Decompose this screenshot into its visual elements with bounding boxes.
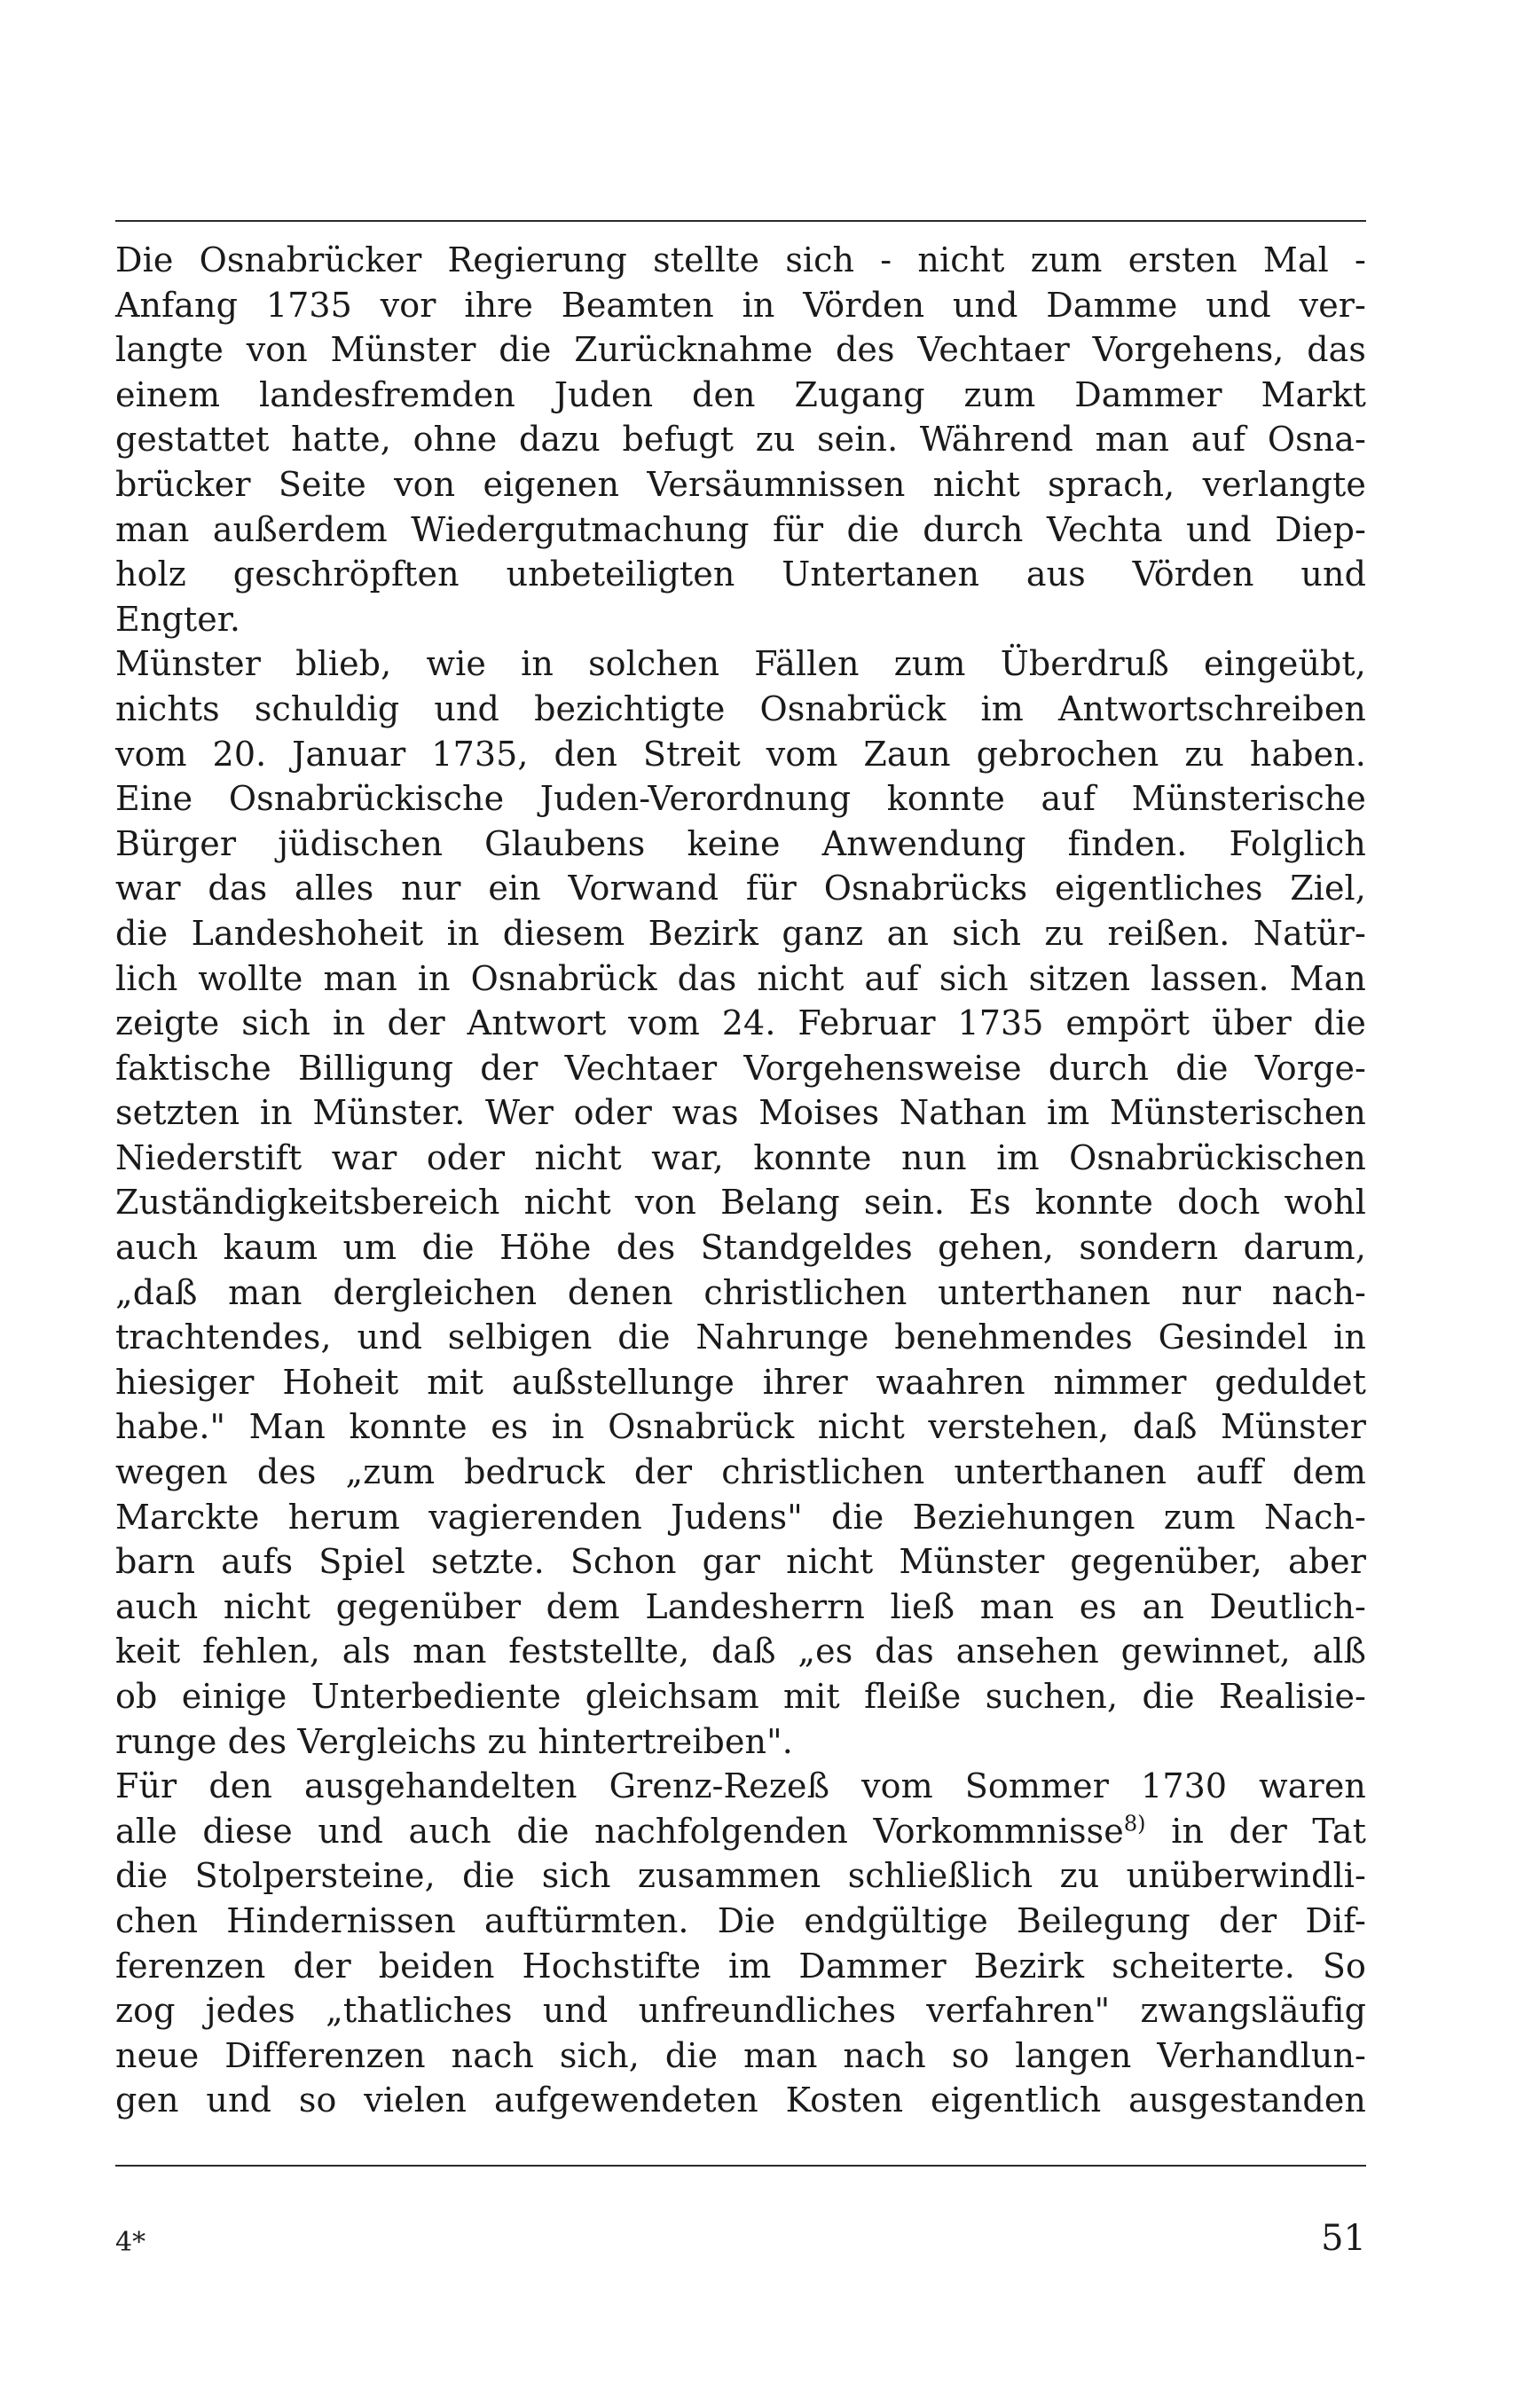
text-line-content: Zuständigkeitsbereich nicht von Belang sein. Es konnte doch wohl <box>115 1183 1366 1223</box>
text-line <box>115 2033 1366 2079</box>
text-line-content: Bürger jüdischen Glaubens keine Anwendung finden. Folglich <box>115 823 1366 863</box>
text-line <box>115 687 1366 732</box>
text-line-content: lich wollte man in Osnabrück das nicht auf sich sitzen lassen. Man <box>115 958 1366 998</box>
text-line-content: Engter. <box>115 599 241 639</box>
text-line-content: gen und so vielen aufgewendeten Kosten eigentlich ausgestanden <box>115 2080 1366 2120</box>
text-line <box>115 866 1366 911</box>
text-line-content: „daß man dergleichen denen christlichen unterthanen nur nach- <box>115 1272 1366 1312</box>
text-line <box>115 1809 1366 1854</box>
text-line-content: keit fehlen, als man feststellte, daß „es das ansehen gewinnet, alß <box>115 1632 1366 1671</box>
text-line <box>115 1450 1366 1495</box>
text-line-content: setzten in Münster. Wer oder was Moises Nathan im Münsterischen <box>115 1093 1366 1133</box>
text-line <box>115 1360 1366 1405</box>
bottom-rule <box>115 2165 1366 2167</box>
text-line <box>115 462 1366 507</box>
text-line-content: gestattet hatte, ohne dazu befugt zu sein. Während man auf Osna- <box>115 420 1366 460</box>
text-line-content: die Landeshoheit in diesem Bezirk ganz an sich zu reißen. Natür- <box>115 913 1366 953</box>
text-line <box>115 597 1366 642</box>
text-line-content: war das alles nur ein Vorwand für Osnabrücks eigentliches Ziel, <box>115 869 1366 908</box>
body-text <box>115 238 1366 2123</box>
text-line-content: Die Osnabrücker Regierung stellte sich - nicht zum ersten Mal - <box>115 240 1366 279</box>
text-line-content: habe." Man konnte es in Osnabrück nicht verstehen, daß Münster <box>115 1407 1366 1447</box>
text-line <box>115 776 1366 822</box>
text-line <box>115 1988 1366 2033</box>
text-line <box>115 1899 1366 1944</box>
text-line <box>115 327 1366 373</box>
text-line <box>115 507 1366 553</box>
text-line-content: zog jedes „thatliches und unfreundliches verfahren" zwangsläufig <box>115 1991 1366 2031</box>
text-line <box>115 1315 1366 1360</box>
text-line <box>115 1539 1366 1585</box>
text-line-content: langte von Münster die Zurücknahme des Vechtaer Vorgehens, das <box>115 330 1366 370</box>
text-line-content: auch nicht gegenüber dem Landesherrn ließ man es an Deutlich- <box>115 1586 1366 1626</box>
text-line-content: neue Differenzen nach sich, die man nach so langen Verhandlun- <box>115 2035 1366 2075</box>
text-line-content: wegen des „zum bedruck der christlichen unterthanen auff dem <box>115 1452 1366 1492</box>
text-line <box>115 1944 1366 1989</box>
text-line <box>115 1404 1366 1450</box>
text-line-content: Niederstift war oder nicht war, konnte nun im Osnabrückischen <box>115 1137 1366 1177</box>
text-line-content: ob einige Unterbediente gleichsam mit fleiße suchen, die Realisie- <box>115 1677 1366 1716</box>
text-line-content: chen Hindernissen auftürmten. Die endgültige Beilegung der Dif- <box>115 1900 1366 1940</box>
text-line-content: zeigte sich in der Antwort vom 24. Februar 1735 empört über die <box>115 1003 1366 1043</box>
text-line <box>115 1180 1366 1225</box>
text-line <box>115 641 1366 687</box>
text-line-content: alle diese und auch die nachfolgenden Vorkommnisse <box>115 1811 1124 1851</box>
text-line-content: holz geschröpften unbeteiligten Untertanen aus Vörden und <box>115 555 1366 594</box>
text-line <box>115 1629 1366 1674</box>
text-line <box>115 1719 1366 1765</box>
top-rule <box>115 220 1366 222</box>
text-line <box>115 1853 1366 1899</box>
text-line-content: trachtendes, und selbigen die Nahrunge benehmendes Gesindel in <box>115 1317 1366 1357</box>
signature-mark: 4* <box>115 2227 146 2258</box>
text-line-content: Münster blieb, wie in solchen Fällen zum Überdruß eingeübt, <box>115 644 1366 684</box>
text-line <box>115 1495 1366 1540</box>
text-line <box>115 373 1366 418</box>
text-line-content: Anfang 1735 vor ihre Beamten in Vörden und Damme und ver- <box>115 285 1366 325</box>
text-line-content: Für den ausgehandelten Grenz-Rezeß vom Sommer 1730 waren <box>115 1766 1366 1806</box>
text-line-content: barn aufs Spiel setzte. Schon gar nicht Münster gegenüber, aber <box>115 1542 1366 1582</box>
text-line <box>115 1225 1366 1270</box>
text-line <box>115 956 1366 1002</box>
text-line <box>115 417 1366 462</box>
text-line-content: nichts schuldig und bezichtigte Osnabrück im Antwortschreiben <box>115 688 1366 728</box>
text-line-content: einem landesfremden Juden den Zugang zum Dammer Markt <box>115 374 1366 414</box>
text-line <box>115 1764 1366 1809</box>
text-line <box>115 1046 1366 1091</box>
text-line-continuation: in der Tat <box>1145 1811 1366 1851</box>
text-line-content: ferenzen der beiden Hochstifte im Dammer Bezirk scheiterte. So <box>115 1946 1366 1986</box>
text-line-content: man außerdem Wiedergutmachung für die durch Vechta und Diep- <box>115 509 1366 549</box>
text-line <box>115 238 1366 283</box>
text-line-content: hiesiger Hoheit mit außstellunge ihrer waahren nimmer geduldet <box>115 1362 1366 1402</box>
text-line <box>115 552 1366 597</box>
text-line-content: Eine Osnabrückische Juden-Verordnung konnte auf Münsterische <box>115 779 1366 819</box>
text-line <box>115 2078 1366 2123</box>
text-line <box>115 1001 1366 1046</box>
text-line <box>115 1136 1366 1181</box>
text-line <box>115 1585 1366 1630</box>
text-line-content: die Stolpersteine, die sich zusammen schließlich zu unüberwindli- <box>115 1856 1366 1896</box>
text-line-content: Marckte herum vagierenden Judens" die Beziehungen zum Nach- <box>115 1497 1366 1537</box>
text-line <box>115 822 1366 867</box>
text-line-content: runge des Vergleichs zu hintertreiben". <box>115 1721 793 1761</box>
text-line-content: faktische Billigung der Vechtaer Vorgehensweise durch die Vorge- <box>115 1048 1366 1088</box>
text-line-content: auch kaum um die Höhe des Standgeldes gehen, sondern darum, <box>115 1228 1366 1268</box>
text-line <box>115 1090 1366 1136</box>
text-line <box>115 1674 1366 1719</box>
text-line <box>115 911 1366 956</box>
text-line <box>115 1270 1366 1316</box>
text-line-content: brücker Seite von eigenen Versäumnissen nicht sprach, verlangte <box>115 464 1366 504</box>
text-line <box>115 283 1366 328</box>
text-line-content: vom 20. Januar 1735, den Streit vom Zaun gebrochen zu haben. <box>115 734 1366 774</box>
page-number: 51 <box>1321 2218 1366 2259</box>
footnote-marker: 8) <box>1123 1811 1146 1837</box>
text-line <box>115 732 1366 777</box>
